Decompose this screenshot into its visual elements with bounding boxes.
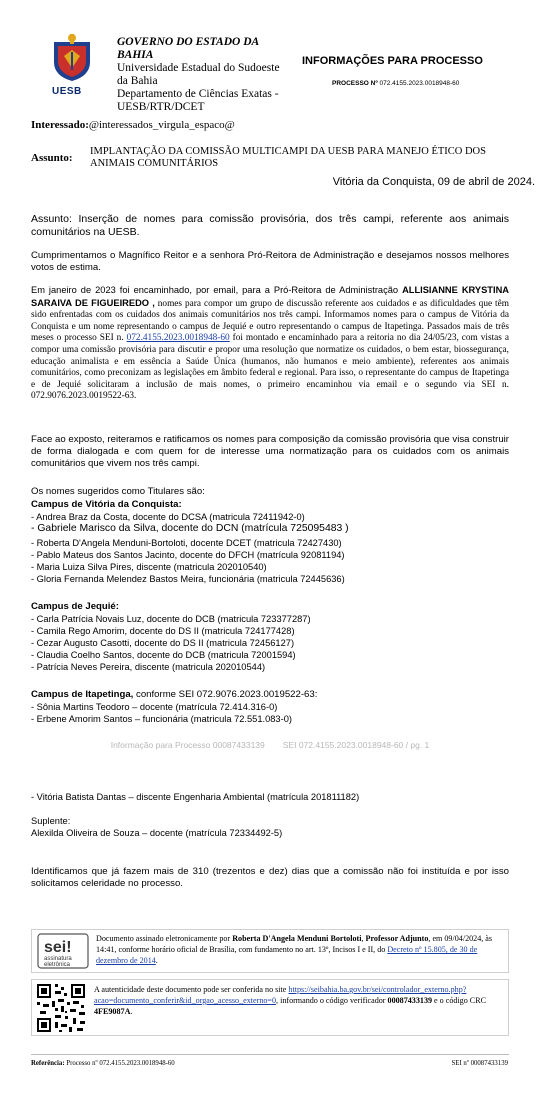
reference-right: SEI nº 00087433139 [451, 1060, 508, 1067]
assunto-label: Assunto: [31, 152, 73, 164]
suplente-name: Alexilda Oliveira de Souza – docente (matrícula 72334492-5) [31, 828, 283, 838]
list-item: - Sônia Martins Teodoro – docente (matrícula 72.414.316-0) [31, 702, 278, 712]
crc-code: 4FE9087A [94, 1007, 131, 1016]
greeting-paragraph: Cumprimentamos o Magnífico Reitor e a senhora Pró-Reitora de Administração e desejamos nossos melhores votos de estima. [31, 250, 509, 273]
list-item: - Roberta D'Angela Menduni-Bortoloti, docente DCET (matricula 72427430) [31, 538, 342, 548]
subject-paragraph: Assunto: Inserção de nomes para comissão provisória, dos três campi, referente aos animais comunitários na UESB. [31, 213, 509, 238]
department-name: Departamento de Ciências Exatas - UESB/RTR/DCET [117, 88, 279, 113]
decree-link[interactable]: Decreto nº 15.805, de 30 de dezembro de 2014 [96, 945, 478, 965]
interessado-label: Interessado: [31, 119, 89, 131]
list-item: - Cezar Augusto Casotti, docente do DS II (matricula 72456127) [31, 638, 295, 648]
list-item: - Andrea Braz da Costa, docente do DCSA (matricula 72411942-0) [31, 512, 305, 522]
signature-text [96, 933, 506, 966]
authenticity-part-c: e o código CRC [432, 996, 486, 1005]
assunto-value: IMPLANTAÇÃO DA COMISSÃO MULTICAMPI DA UESB PARA MANEJO ÉTICO DOS ANIMAIS COMUNITÁRIOS [90, 146, 486, 169]
list-item: - Carla Patrícia Novais Luz, docente do DCB (matricula 723377287) [31, 614, 311, 624]
names-intro: Os nomes sugeridos como Titulares são: [31, 486, 205, 497]
list-item: - Gabriele Marisco da Silva, docente do DCN (matrícula 725095483 ) [31, 523, 349, 534]
process-label: PROCESSO Nº [332, 80, 378, 87]
signature-part-a: Documento assinado eletronicamente por [96, 934, 233, 943]
request-paragraph: Face ao exposto, reiteramos e ratificamos os nomes para composição da comissão provisória que visa construir de forma dialogada e com quem for de interesse uma normatização para os cuidados com os animais comunitários que vivem nos três campi. [31, 434, 509, 469]
sei-logo-main: sei! [44, 939, 72, 956]
history-part-3: foi montado e encaminhado para a reitoria no dia 24/05/23, com vistas a compor uma comissão provisória para discutir e propor uma resolução que normatize os cuidados, o bem estar, biossegurança, educação animalista e em essência a Saúde Única (humanos, não humanos e meio ambiente), referentes aos animais comunitários, como preconizam as legislações em âmbito federal e regional. Para isso, o representante do campus de Itapetinga e de Jequié solicitaram a inclusão de mais nomes, o primeiro encaminhou via email e o segundo via SEI n. 072.9076.2023.0019522-63. [31, 333, 509, 402]
list-item: - Maria Luiza Silva Pires, discente (matricula 202010540) [31, 562, 267, 572]
authenticity-part-a: A autenticidade deste documento pode ser conferida no site [94, 985, 289, 994]
authenticity-part-b: , informando o código verificador [276, 996, 388, 1005]
verifier-code: 00087433139 [387, 996, 433, 1005]
closing-paragraph: Identificamos que já fazem mais de 310 (trezentos e dez) dias que a comissão não foi instituída e por isso solicitamos celeridade no processo. [31, 866, 509, 889]
list-item: - Erbene Amorim Santos – funcionária (matricula 72.551.083-0) [31, 714, 292, 724]
info-title: INFORMAÇÕES PARA PROCESSO [302, 55, 483, 67]
history-part-2: nomes para compor um grupo de discussão referente aos cuidados e as dificuldades que têm sido enfrentadas com os cuidados dos animais comunitários nos três campi. Informamos nomes para o campus de Vitória da Conquista e um nome representando o campus de Jequié e outro representando o campus de Itapetinga. Passados mais de três meses o processo SEI n. [31, 298, 509, 344]
university-name: Universidade Estadual do Sudoeste da Bahia [117, 62, 280, 87]
reference-divider [31, 1054, 509, 1055]
campus-jequie-title: Campus de Jequié: [31, 601, 119, 612]
uesb-logo-icon [50, 32, 94, 82]
campus-itapetinga-ref: conforme SEI 072.9076.2023.0019522-63: [133, 689, 318, 700]
qr-code-icon[interactable] [35, 982, 87, 1034]
interessado-line [31, 119, 235, 131]
authenticity-url-link[interactable]: https://seibahia.ba.gov.br/sei/controlador_externo.php?acao=documento_conferir&id_orgao_acesso_externo=0 [94, 985, 467, 1005]
gov-title: GOVERNO DO ESTADO DA BAHIA [117, 36, 259, 61]
list-item: - Gloria Fernanda Melendez Bastos Meira, funcionária (matricula 72445636) [31, 574, 345, 584]
signature-part-d: . [155, 956, 158, 965]
reference-label: Referência: [31, 1060, 65, 1067]
institution-block [117, 36, 292, 114]
list-item: - Vitória Batista Dantas – discente Engenharia Ambiental (matrícula 201811182) [31, 792, 360, 802]
sei-process-link[interactable]: 072.4155.2023.0018948-60 [126, 333, 230, 344]
page-footer [0, 740, 540, 750]
list-item: - Patrícia Neves Pereira, discente (matricula 202010544) [31, 662, 266, 672]
signature-part-b: , [361, 934, 366, 943]
campus-vc-title: Campus de Vitória da Conquista: [31, 499, 182, 510]
process-number [332, 80, 459, 87]
sei-logo-sub2: eletrônica [44, 962, 71, 968]
sei-signature-logo-icon [36, 932, 90, 970]
history-name: ALLISIANNE KRYSTINA SARAIVA DE FIGUEIREDO , [31, 285, 509, 308]
list-item: - Pablo Mateus dos Santos Jacinto, docente do DFCH (matrícula 92081194) [31, 550, 345, 560]
page-footer-right: SEI 072.4155.2023.0018948-60 / pg. 1 [282, 740, 430, 750]
signer-role: Professor Adjunto [365, 934, 429, 943]
logo-text: UESB [52, 86, 82, 97]
campus-itapetinga-title [31, 689, 317, 700]
history-paragraph [31, 285, 509, 403]
interessado-value: @interessados_virgula_espaco@ [88, 119, 235, 131]
process-value: 072.4155.2023.0018948-60 [379, 80, 460, 87]
suplente-label: Suplente: [31, 816, 71, 826]
signer-name: Roberta D'Angela Menduni Bortoloti [232, 934, 362, 943]
authenticity-text [94, 984, 509, 1017]
list-item: - Claudia Coelho Santos, docente do DCB (matricula 72001594) [31, 650, 296, 660]
reference-text: Processo nº 072.4155.2023.0018948-60 [64, 1060, 175, 1067]
signature-part-c: , em 09/04/2024, às 14:41, conforme horário oficial de Brasília, com fundamento no art. 13º, Incisos I e II, do [96, 934, 493, 954]
sei-logo-sub1: assinatura [44, 956, 72, 962]
history-part-1: Em janeiro de 2023 foi encaminhado, por email, para a Pró-Reitora de Administração [31, 285, 403, 295]
page-footer-left: Informação para Processo 00087433139 [110, 740, 265, 750]
list-item: - Camila Rego Amorim, docente do DS II (matricula 724177428) [31, 626, 295, 636]
reference-left [31, 1060, 175, 1067]
city-date: Vitória da Conquista, 09 de abril de 2024. [332, 176, 535, 188]
authenticity-part-d: . [130, 1007, 133, 1016]
campus-itapetinga-name: Campus de Itapetinga, [31, 689, 134, 700]
